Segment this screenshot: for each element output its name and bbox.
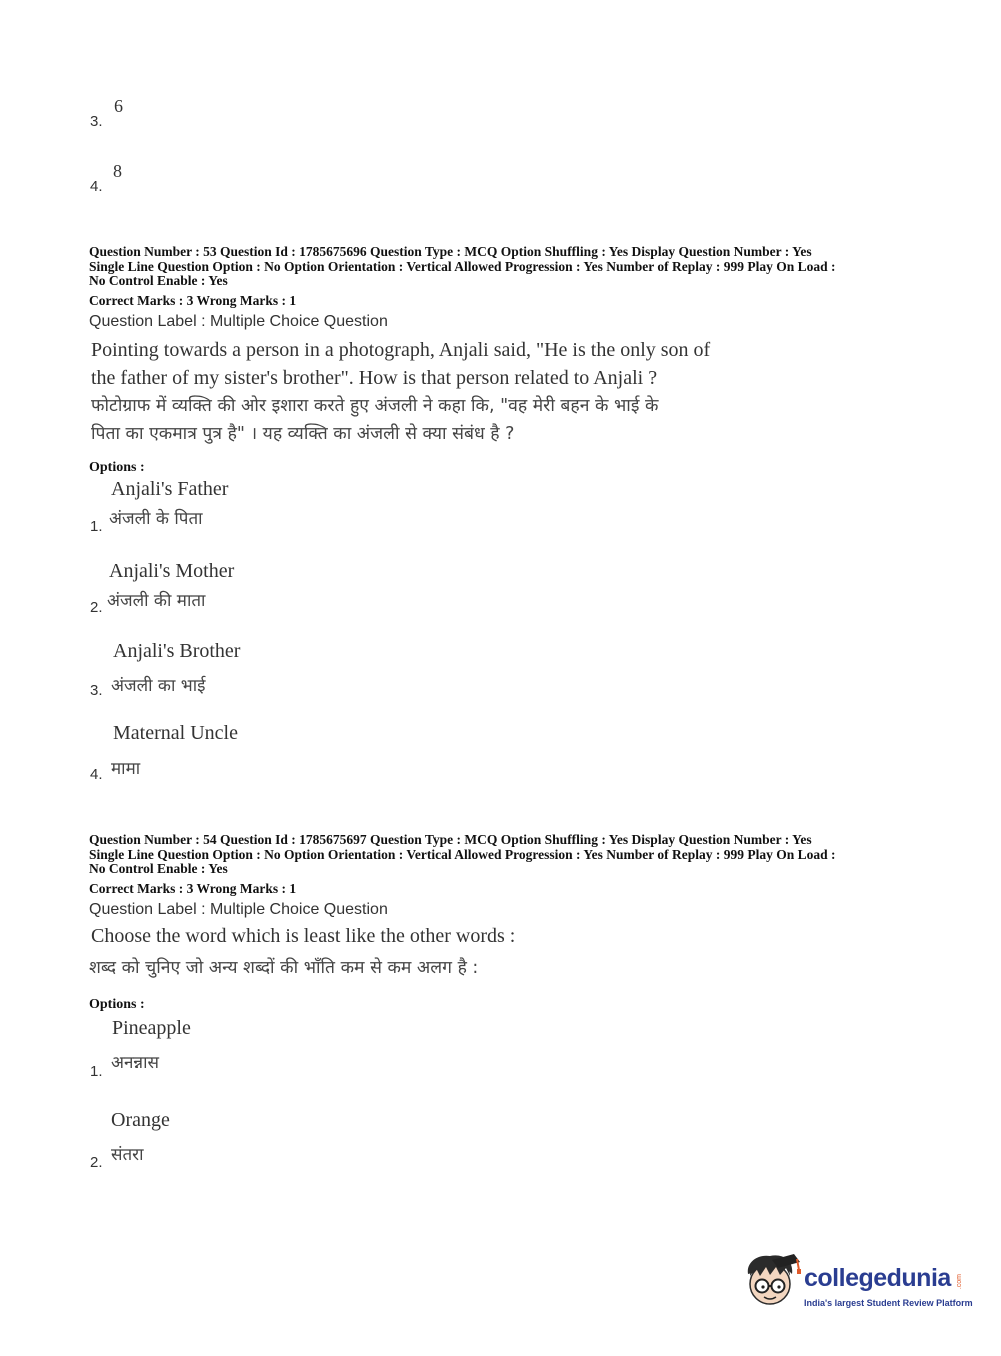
prev-option-number: 3. bbox=[90, 113, 103, 130]
question-text-line: the father of my sister's brother". How is that person related to Anjali ? bbox=[91, 367, 658, 389]
option-text-hi: मामा bbox=[111, 759, 141, 779]
prev-option-value: 8 bbox=[113, 161, 122, 181]
option-number: 2. bbox=[90, 599, 103, 616]
option-text-en: Anjali's Father bbox=[111, 478, 229, 500]
question-53-meta bbox=[89, 245, 929, 289]
meta-line: Question Number : 53 Question Id : 1785675696 Question Type : MCQ Option Shuffling : Yes Display Question Number : Yes bbox=[89, 244, 812, 259]
question-54-marks: Correct Marks : 3 Wrong Marks : 1 bbox=[89, 881, 297, 896]
collegedunia-logo bbox=[742, 1252, 972, 1312]
option-number: 1. bbox=[90, 1063, 103, 1080]
option-number: 2. bbox=[90, 1154, 103, 1171]
option-text-en: Anjali's Mother bbox=[109, 560, 235, 582]
mascot-icon bbox=[742, 1252, 802, 1310]
meta-line: Single Line Question Option : No Option Orientation : Vertical Allowed Progression : Yes Number of Replay : 999 Play On Load : bbox=[89, 258, 836, 274]
option-text-en: Maternal Uncle bbox=[113, 722, 238, 744]
option-number: 3. bbox=[90, 682, 103, 699]
question-53-options-heading: Options : bbox=[89, 460, 145, 475]
logo-wordmark: collegedunia bbox=[804, 1264, 951, 1292]
meta-line: Single Line Question Option : No Option Orientation : Vertical Allowed Progression : Yes Number of Replay : 999 Play On Load : bbox=[89, 846, 836, 862]
prev-option-value: 6 bbox=[114, 96, 123, 116]
question-54-meta bbox=[89, 833, 929, 877]
option-text-en: Orange bbox=[111, 1109, 170, 1131]
meta-line: No Control Enable : Yes bbox=[89, 273, 228, 288]
question-text-line: फोटोग्राफ में व्यक्ति की ओर इशारा करते हुए अंजली ने कहा कि, "वह मेरी बहन के भाई के bbox=[91, 396, 659, 416]
question-53-label: Question Label : Multiple Choice Question bbox=[89, 313, 388, 330]
question-54-text-en: Choose the word which is least like the other words : bbox=[91, 925, 516, 947]
logo-com: .com bbox=[956, 1274, 963, 1290]
option-number: 1. bbox=[90, 518, 103, 535]
question-54-options-heading: Options : bbox=[89, 997, 145, 1012]
question-54-text-hi: शब्द को चुनिए जो अन्य शब्दों की भाँति कम से कम अलग है : bbox=[89, 958, 479, 978]
question-text-line: पिता का एकमात्र पुत्र है" । यह व्यक्ति का अंजली से क्या संबंध है ? bbox=[91, 424, 515, 444]
question-53-marks: Correct Marks : 3 Wrong Marks : 1 bbox=[89, 293, 297, 308]
option-text-hi: अंजली की माता bbox=[107, 591, 206, 611]
option-text-hi: अनन्नास bbox=[111, 1053, 160, 1073]
option-number: 4. bbox=[90, 766, 103, 783]
question-text-line: Pointing towards a person in a photograph, Anjali said, "He is the only son of bbox=[91, 339, 711, 361]
option-text-hi: अंजली के पिता bbox=[109, 509, 203, 529]
prev-option-number: 4. bbox=[90, 178, 103, 195]
meta-line: No Control Enable : Yes bbox=[89, 861, 228, 876]
question-53-text-hi bbox=[91, 392, 658, 448]
option-text-en: Pineapple bbox=[112, 1017, 191, 1039]
question-54-label: Question Label : Multiple Choice Question bbox=[89, 901, 388, 918]
option-text-hi: अंजली का भाई bbox=[111, 676, 206, 696]
option-text-en: Anjali's Brother bbox=[113, 640, 241, 662]
meta-line: Question Number : 54 Question Id : 1785675697 Question Type : MCQ Option Shuffling : Yes Display Question Number : Yes bbox=[89, 832, 812, 847]
option-text-hi: संतरा bbox=[111, 1145, 144, 1165]
logo-tagline: India's largest Student Review Platform bbox=[804, 1298, 973, 1308]
question-53-text-en bbox=[91, 336, 710, 392]
